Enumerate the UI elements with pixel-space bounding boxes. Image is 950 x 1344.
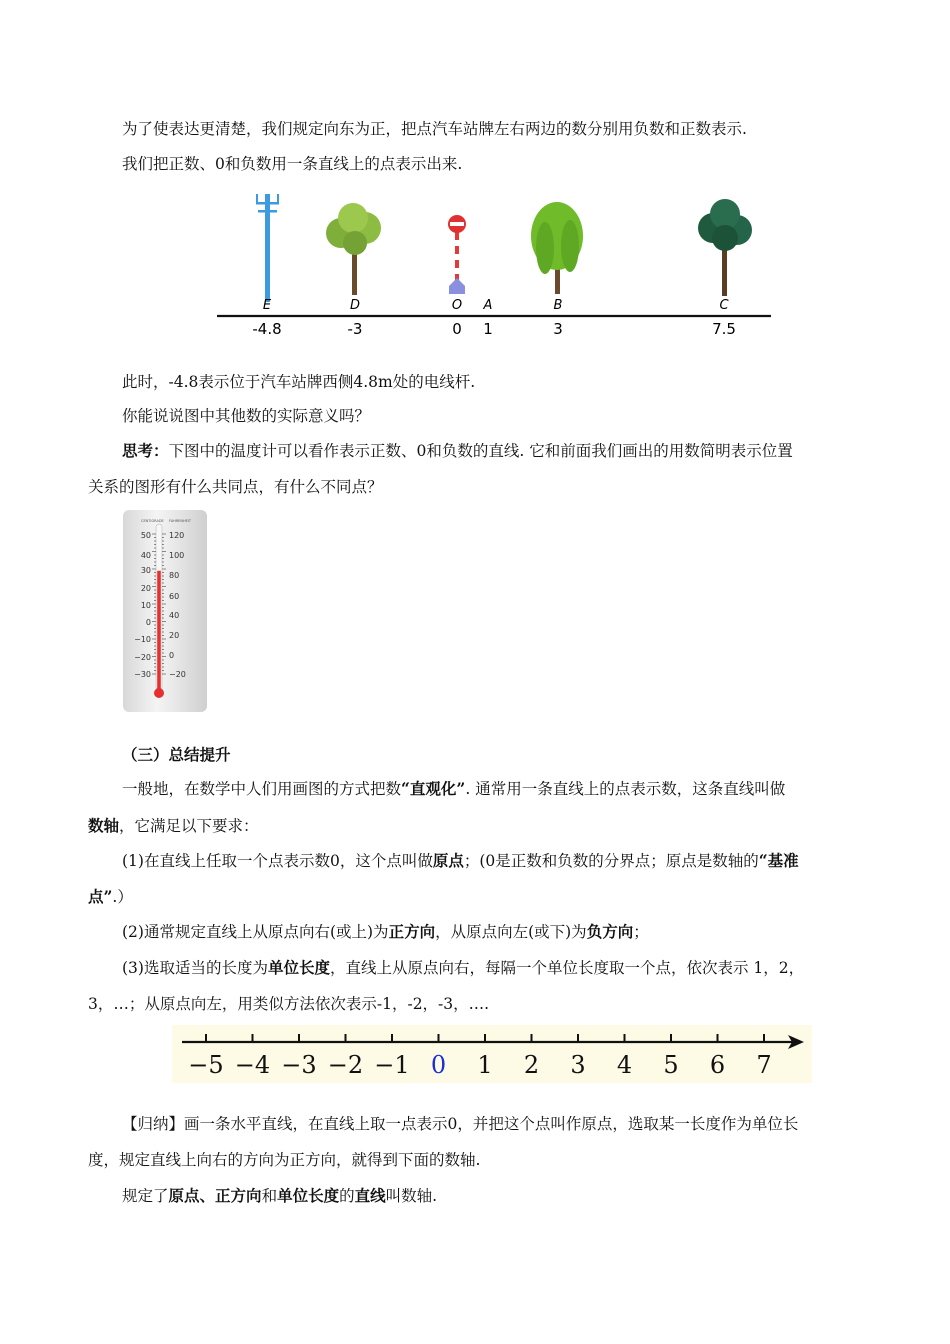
intro-line-1: 为了使表达更清楚，我们规定向东为正，把点汽车站牌左右两边的数分别用负数和正数表示. <box>122 120 747 138</box>
c-label: 0 <box>145 618 151 627</box>
axis-label: 4 <box>616 1051 633 1079</box>
c-label: 20 <box>140 584 151 593</box>
c-label: 50 <box>140 531 151 540</box>
rule-2 <box>122 921 649 943</box>
summary-heading: （三）总结提升 <box>122 745 231 764</box>
axis-label: 6 <box>709 1051 726 1079</box>
point-E-label: E <box>262 298 272 313</box>
bus-stop-sign-icon <box>448 215 466 294</box>
bold-span: 点” <box>88 887 113 906</box>
rule-3 <box>122 957 804 979</box>
mercury-column <box>157 571 161 692</box>
intro-line-2: 我们把正数、0和负数用一条直线上的点表示出来. <box>122 155 463 173</box>
point-E-value: -4.8 <box>252 320 282 338</box>
point-O-value: 0 <box>452 320 462 338</box>
think-text: 下图中的温度计可以看作表示正数、0和负数的直线. 它和前面我们画出的用数简明表示位置 <box>168 442 793 460</box>
axis-label: −3 <box>281 1051 317 1079</box>
bold-span: 正方向 <box>388 922 436 941</box>
c-label: 10 <box>140 601 151 610</box>
axis-label: 3 <box>570 1051 586 1079</box>
f-label: 100 <box>169 551 185 560</box>
think-label: 思考： <box>122 441 169 460</box>
road-number-line-figure <box>215 188 775 340</box>
bold-span: 数轴 <box>88 816 120 835</box>
c-label: 40 <box>140 551 151 560</box>
axis-label: −2 <box>327 1051 364 1079</box>
c-label: −20 <box>134 653 151 662</box>
explain-line-2: 你能说说图中其他数的实际意义吗？ <box>122 407 371 425</box>
axis-label: 2 <box>523 1051 540 1079</box>
text-span: (1)在直线上任取一个点表示数0，这个点叫做 <box>122 852 433 870</box>
tag-span: 【归纳】 <box>122 1115 185 1133</box>
celsius-header: CENTIGRADE <box>141 519 164 523</box>
conclusion-line-1 <box>122 1113 798 1135</box>
point-D-label: D <box>349 298 361 313</box>
thermometer-bulb <box>154 688 164 698</box>
f-label: 120 <box>169 531 185 540</box>
fahrenheit-header: FAHRENHEIT <box>169 519 191 523</box>
c-label: −30 <box>134 670 151 679</box>
f-label: −20 <box>169 670 186 679</box>
text-span: 的 <box>339 1187 355 1205</box>
point-C-label: C <box>719 298 729 313</box>
point-D-value: -3 <box>347 320 363 338</box>
point-O-label: O <box>451 298 463 313</box>
text-span: ，从原点向左(或下)为 <box>435 923 587 941</box>
axis-label: −5 <box>188 1051 224 1079</box>
f-label: 20 <box>169 631 180 640</box>
electric-pole-icon <box>256 194 279 302</box>
point-A-label: A <box>483 298 493 313</box>
axis-label: −4 <box>234 1051 271 1079</box>
thermometer <box>123 510 207 712</box>
point-C-value: 7.5 <box>712 320 736 338</box>
point-B-label: B <box>553 298 563 313</box>
bold-span: 原点 <box>168 1186 200 1205</box>
bold-span: 直线 <box>354 1186 386 1205</box>
number-axis-graphic <box>172 1025 812 1083</box>
text-span: (3)选取适当的长度为 <box>122 959 268 977</box>
text-span: 画一条水平直线，在直线上取一点表示0，并把这个点叫作原点，选取某一长度作为单位长 <box>184 1115 799 1133</box>
axis-label: −1 <box>374 1051 410 1079</box>
axis-label: 5 <box>663 1051 679 1079</box>
summary-paragraph-2 <box>88 815 259 837</box>
bold-span: 正方向 <box>215 1186 262 1205</box>
bold-span: “直观化” <box>401 779 466 798</box>
c-label: 30 <box>140 566 151 575</box>
c-label: −10 <box>134 635 151 644</box>
rule-3-cont: 3，…；从原点向左，用类似方法依次表示-1，-2，-3，…. <box>88 995 490 1013</box>
point-B-value: 3 <box>553 320 563 338</box>
bold-span: 、 <box>199 1186 216 1205</box>
think-paragraph <box>122 440 793 462</box>
f-label: 40 <box>169 611 180 620</box>
axis-label: 1 <box>477 1051 493 1079</box>
number-axis-figure <box>172 1025 812 1083</box>
bold-span: “基准 <box>758 851 799 870</box>
definition-line <box>122 1185 437 1207</box>
summary-paragraph-1 <box>122 778 785 800</box>
willow-tree-icon <box>531 202 583 294</box>
bold-span: 单位长度 <box>267 958 330 977</box>
text-span: ； <box>633 923 649 941</box>
text-span: ；(0是正数和负数的分界点；原点是数轴的 <box>463 852 759 870</box>
rule-1 <box>122 850 799 872</box>
axis-label: 7 <box>756 1051 772 1079</box>
text-span: 叫数轴. <box>385 1187 438 1205</box>
conclusion-line-2: 度，规定直线上向右的方向为正方向，就得到下面的数轴. <box>88 1151 481 1169</box>
bold-span: 原点 <box>432 851 464 870</box>
text-span: ，直线上从原点向右，每隔一个单位长度取一个点，依次表示 1，2， <box>329 959 805 977</box>
f-label: 80 <box>169 571 180 580</box>
text-span: 规定了 <box>122 1187 169 1205</box>
axis-label: 0 <box>430 1051 447 1079</box>
think-line-2: 关系的图形有什么共同点，有什么不同点？ <box>88 478 383 496</box>
tree-icon <box>326 203 381 295</box>
text-span: ，它满足以下要求： <box>119 817 259 835</box>
f-label: 60 <box>169 592 180 601</box>
text-span: 一般地，在数学中人们用画图的方式把数 <box>122 780 402 798</box>
bold-span: 负方向 <box>586 922 634 941</box>
explain-line-1: 此时，-4.8表示位于汽车站牌西侧4.8m处的电线杆. <box>122 373 476 391</box>
point-A-value: 1 <box>483 320 493 338</box>
text-span: . 通常用一条直线上的点表示数，这条直线叫做 <box>465 780 786 798</box>
bold-span: 单位长度 <box>277 1186 340 1205</box>
text-span: .） <box>112 888 133 906</box>
dark-tree-icon <box>698 199 752 296</box>
text-span: 和 <box>261 1187 278 1205</box>
f-label: 0 <box>169 651 175 660</box>
rule-1-cont <box>88 886 133 908</box>
thermometer-graphic <box>123 510 207 712</box>
text-span: (2)通常规定直线上从原点向右(或上)为 <box>122 923 389 941</box>
